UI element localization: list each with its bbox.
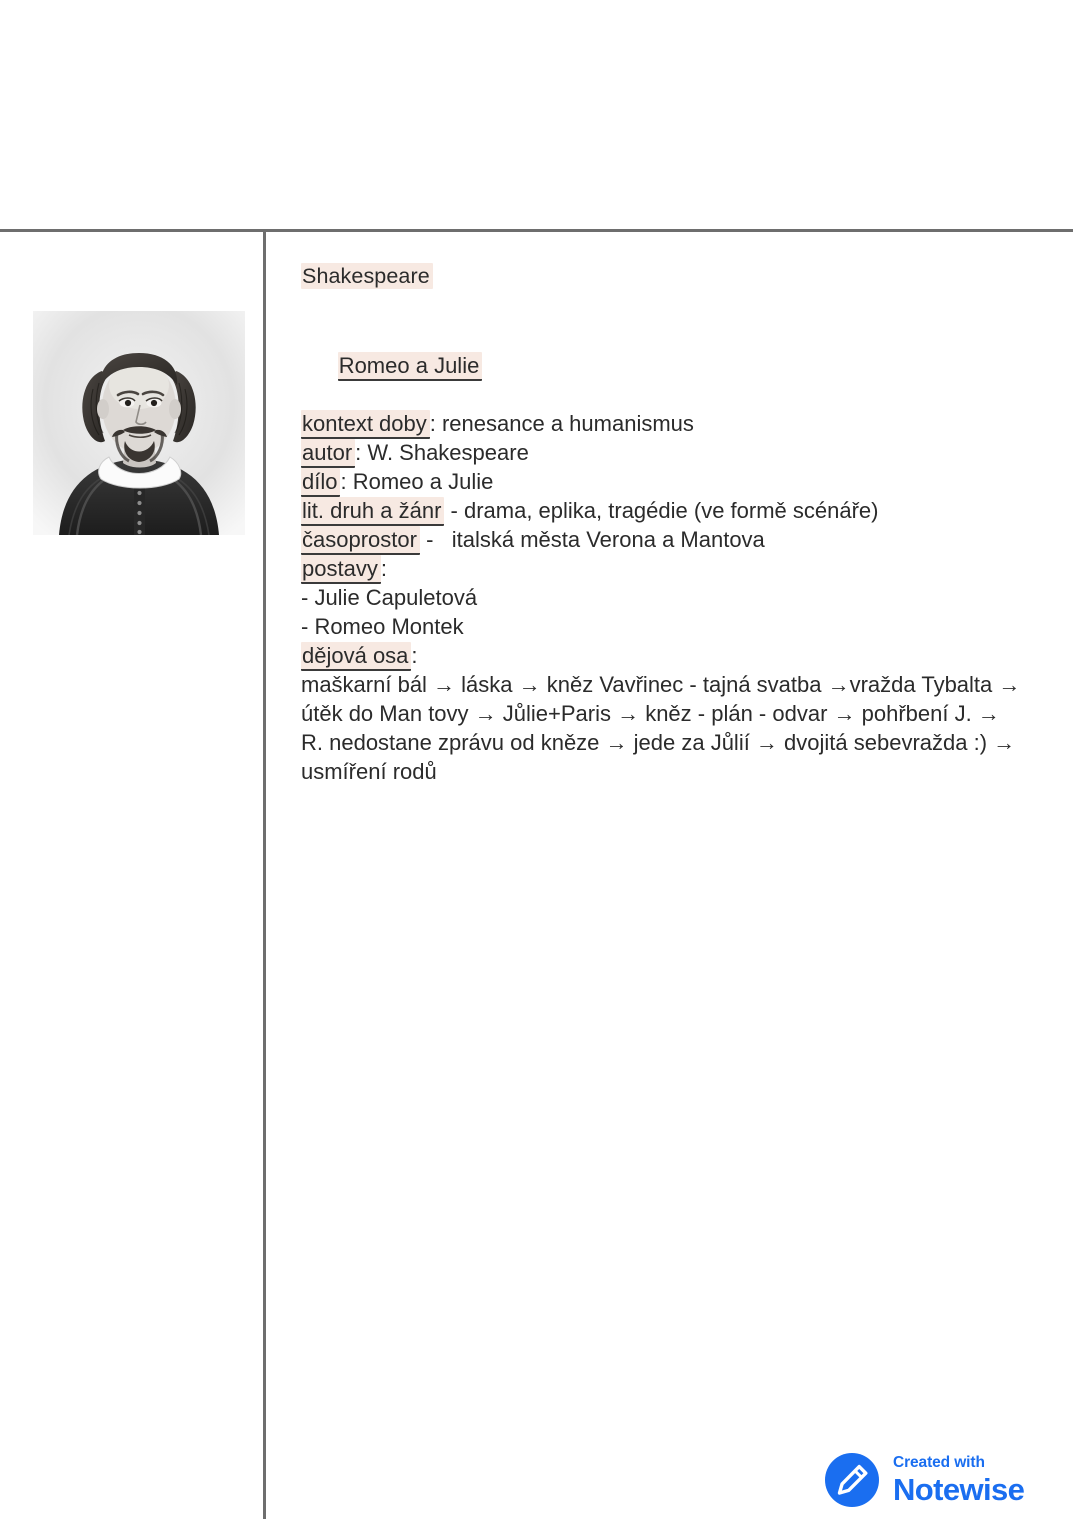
- characters-label: postavy: [301, 555, 381, 584]
- notewise-badge[interactable]: [824, 1452, 1024, 1508]
- field-value: W. Shakespeare: [367, 440, 529, 465]
- field-label: časoprostor: [301, 526, 420, 555]
- plot-summary: maškarní bál → láska → kněz Vavřinec - tajná svatba →vražda Tybalta → útěk do Man tovy → Jůlie+Paris → kněz - plán - odvar → pohřbení J. → R. nedostane zprávu od kněze → jede za Jůlií → dvojitá sebevražda :) → usmíření rodů: [301, 672, 1021, 784]
- field-separator: -: [444, 498, 464, 523]
- shakespeare-portrait: [33, 311, 245, 535]
- page-title-text: Shakespeare: [301, 263, 433, 289]
- field-label: lit. druh a žánr: [301, 497, 444, 526]
- field-dilo: [301, 467, 1031, 496]
- plot-heading: [301, 641, 1031, 670]
- field-lit-druh-a-zanr: [301, 496, 1031, 525]
- character-item: - Romeo Montek: [301, 614, 464, 639]
- characters-heading: [301, 554, 1031, 583]
- plot-label: dějová osa: [301, 642, 411, 671]
- field-separator: :: [355, 440, 368, 465]
- characters-separator: :: [380, 556, 387, 581]
- field-separator: :: [429, 411, 442, 436]
- field-separator: -: [419, 527, 452, 552]
- field-value: italská města Verona a Mantova: [451, 527, 765, 552]
- field-label: autor: [301, 439, 355, 468]
- field-kontext-doby: [301, 409, 1031, 438]
- character-item: - Julie Capuletová: [301, 585, 478, 610]
- field-value: drama, eplika, tragédie (ve formě scénáře): [463, 498, 879, 523]
- work-heading-text: Romeo a Julie: [338, 352, 483, 381]
- field-label: kontext doby: [301, 410, 430, 439]
- field-value: Romeo a Julie: [352, 469, 494, 494]
- field-autor: [301, 438, 1031, 467]
- page-title: [301, 262, 1031, 290]
- badge-created-with: Created with: [893, 1454, 985, 1472]
- badge-text: [893, 1455, 1024, 1505]
- badge-brand-name: Notewise: [893, 1471, 1025, 1507]
- field-label: dílo: [301, 468, 340, 497]
- plot-separator: :: [411, 643, 418, 668]
- field-casoprostor: [301, 525, 1031, 554]
- field-separator: :: [340, 469, 353, 494]
- work-heading: [301, 322, 1031, 409]
- field-value: renesance a humanismus: [441, 411, 694, 436]
- pencil-icon: [824, 1452, 880, 1508]
- header-divider: [0, 229, 1073, 232]
- column-divider: [263, 230, 266, 1519]
- note-body: [301, 262, 1031, 786]
